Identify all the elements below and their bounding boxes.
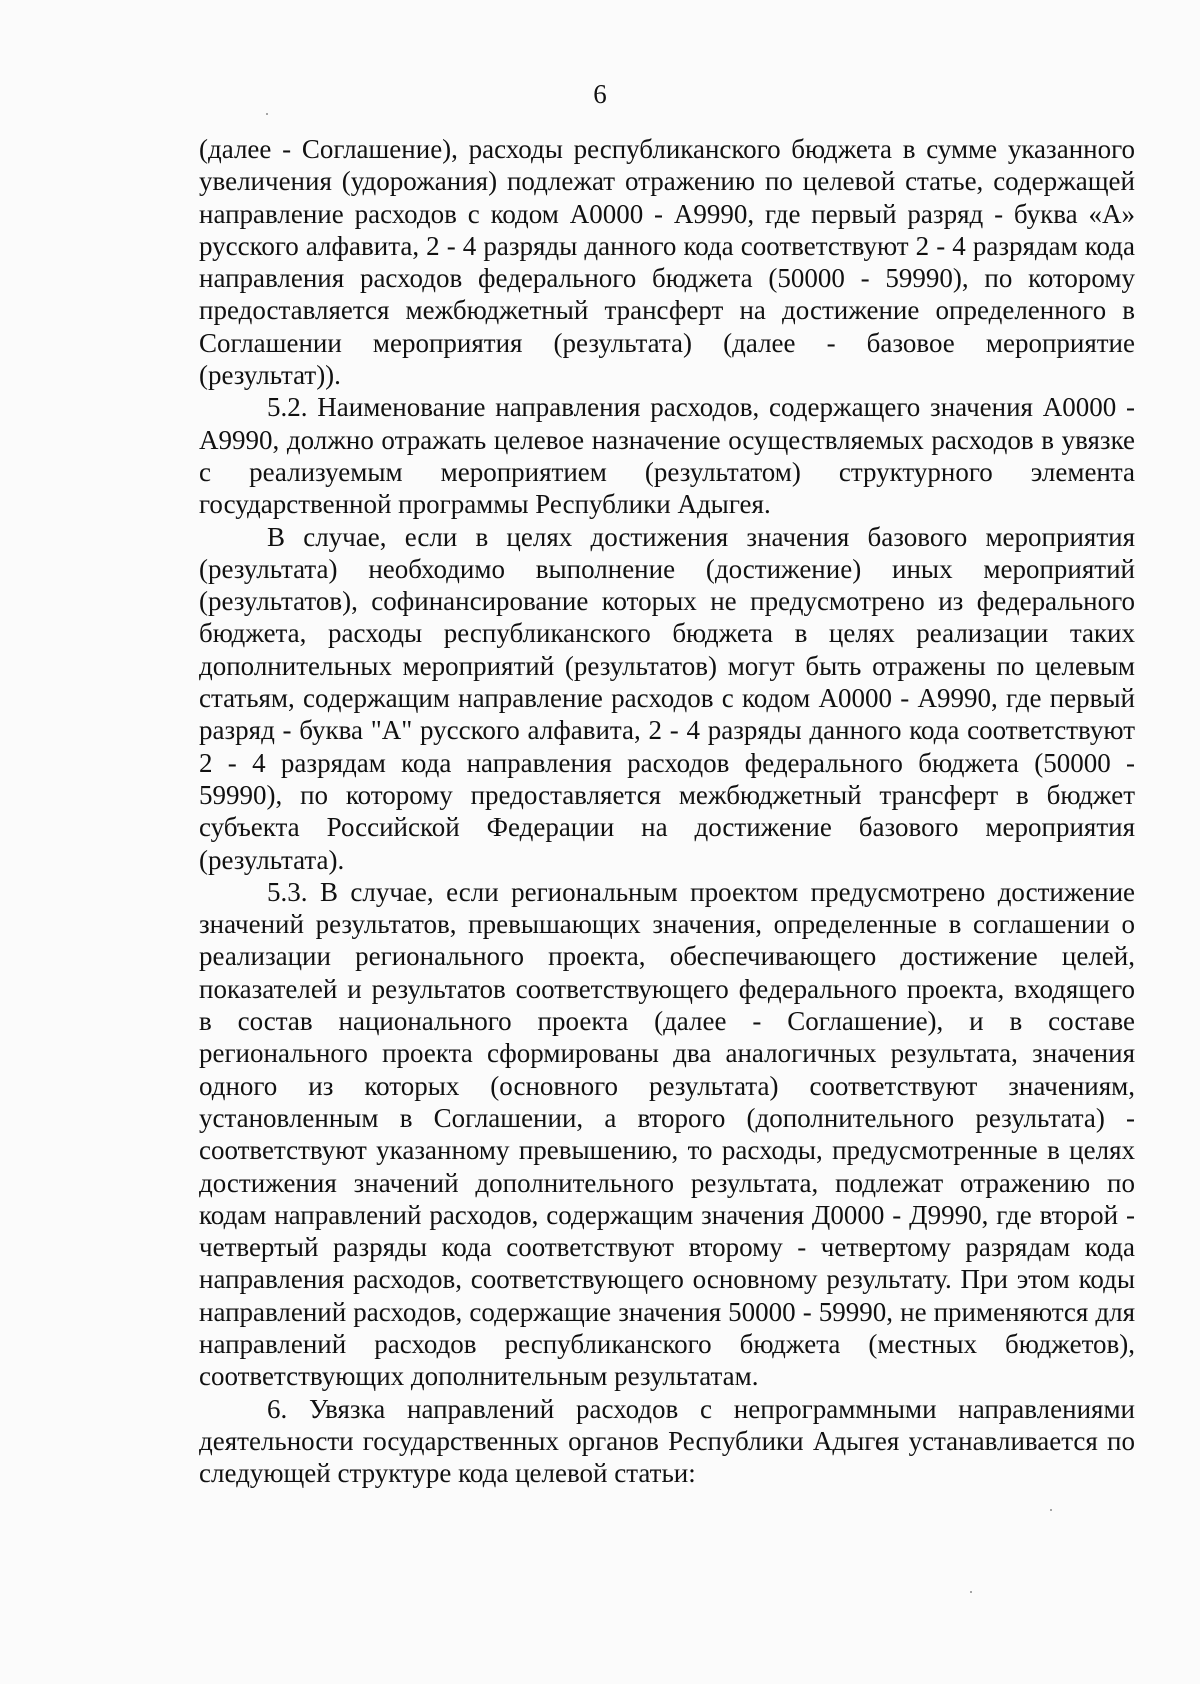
scan-speck: [970, 1591, 972, 1593]
paragraph-5-3: 5.3. В случае, если региональным проектом предусмотрено достижение значений результатов, превышающих значения, определенные в соглашении о реализации регионального проекта, обеспечивающего достижение целей, показателей и результатов соответствующего федерального проекта, входящего в состав национального проекта (далее - Соглашение), и в составе регионального проекта сформированы два аналогичных результата, значения одного из которых (основного результата) соответствуют значениям, установленным в Соглашении, а второго (дополнительного результата) - соответствуют указанному превышению, то расходы, предусмотренные в целях достижения значений дополнительного результата, подлежат отражению по кодам направлений расходов, содержащим значения Д0000 - Д9990, где второй - четвертый разряды кода соответствуют второму - четвертому разрядам кода направления расходов, соответствующего основному результату. При этом коды направлений расходов, содержащие значения 50000 - 59990, не применяются для направлений расходов республиканского бюджета (местных бюджетов), соответствующих дополнительным результатам.: [199, 876, 1135, 1392]
paragraph-base-activity: В случае, если в целях достижения значения базового мероприятия (результата) необходимо выполнение (достижение) иных мероприятий (результатов), софинансирование которых не предусмотрено из федерального бюджета, расходы республиканского бюджета в целях реализации таких дополнительных мероприятий (результатов) могут быть отражены по целевым статьям, содержащим направление расходов с кодом А0000 - А9990, где первый разряд - буква "А" русского алфавита, 2 - 4 разряды данного кода соответствуют 2 - 4 разрядам кода направления расходов федерального бюджета (50000 - 59990), по которому предоставляется межбюджетный трансферт в бюджет субъекта Российской Федерации на достижение базового мероприятия (результата).: [199, 521, 1135, 875]
document-body: [199, 133, 1135, 1489]
paragraph-5-2: 5.2. Наименование направления расходов, содержащего значения А0000 - А9990, должно отражать целевое назначение осуществляемых расходов в увязке с реализуемым мероприятием (результатом) структурного элемента государственной программы Республики Адыгея.: [199, 392, 1135, 520]
scan-speck: [266, 113, 268, 115]
scan-speck: [1050, 1509, 1052, 1511]
paragraph-6: 6. Увязка направлений расходов с непрограммными направлениями деятельности государственных органов Республики Адыгея устанавливается по следующей структуре кода целевой статьи:: [199, 1393, 1135, 1489]
paragraph-continuation: (далее - Соглашение), расходы республиканского бюджета в сумме указанного увеличения (удорожания) подлежат отражению по целевой статье, содержащей направление расходов с кодом А0000 - А9990, где первый разряд - буква «А» русского алфавита, 2 - 4 разряды данного кода соответствуют 2 - 4 разрядам кода направления расходов федерального бюджета (50000 - 59990), по которому предоставляется межбюджетный трансферт на достижение определенного в Соглашении мероприятия (результата) (далее - базовое мероприятие (результат)).: [199, 134, 1135, 391]
page-number: 6: [593, 79, 607, 109]
